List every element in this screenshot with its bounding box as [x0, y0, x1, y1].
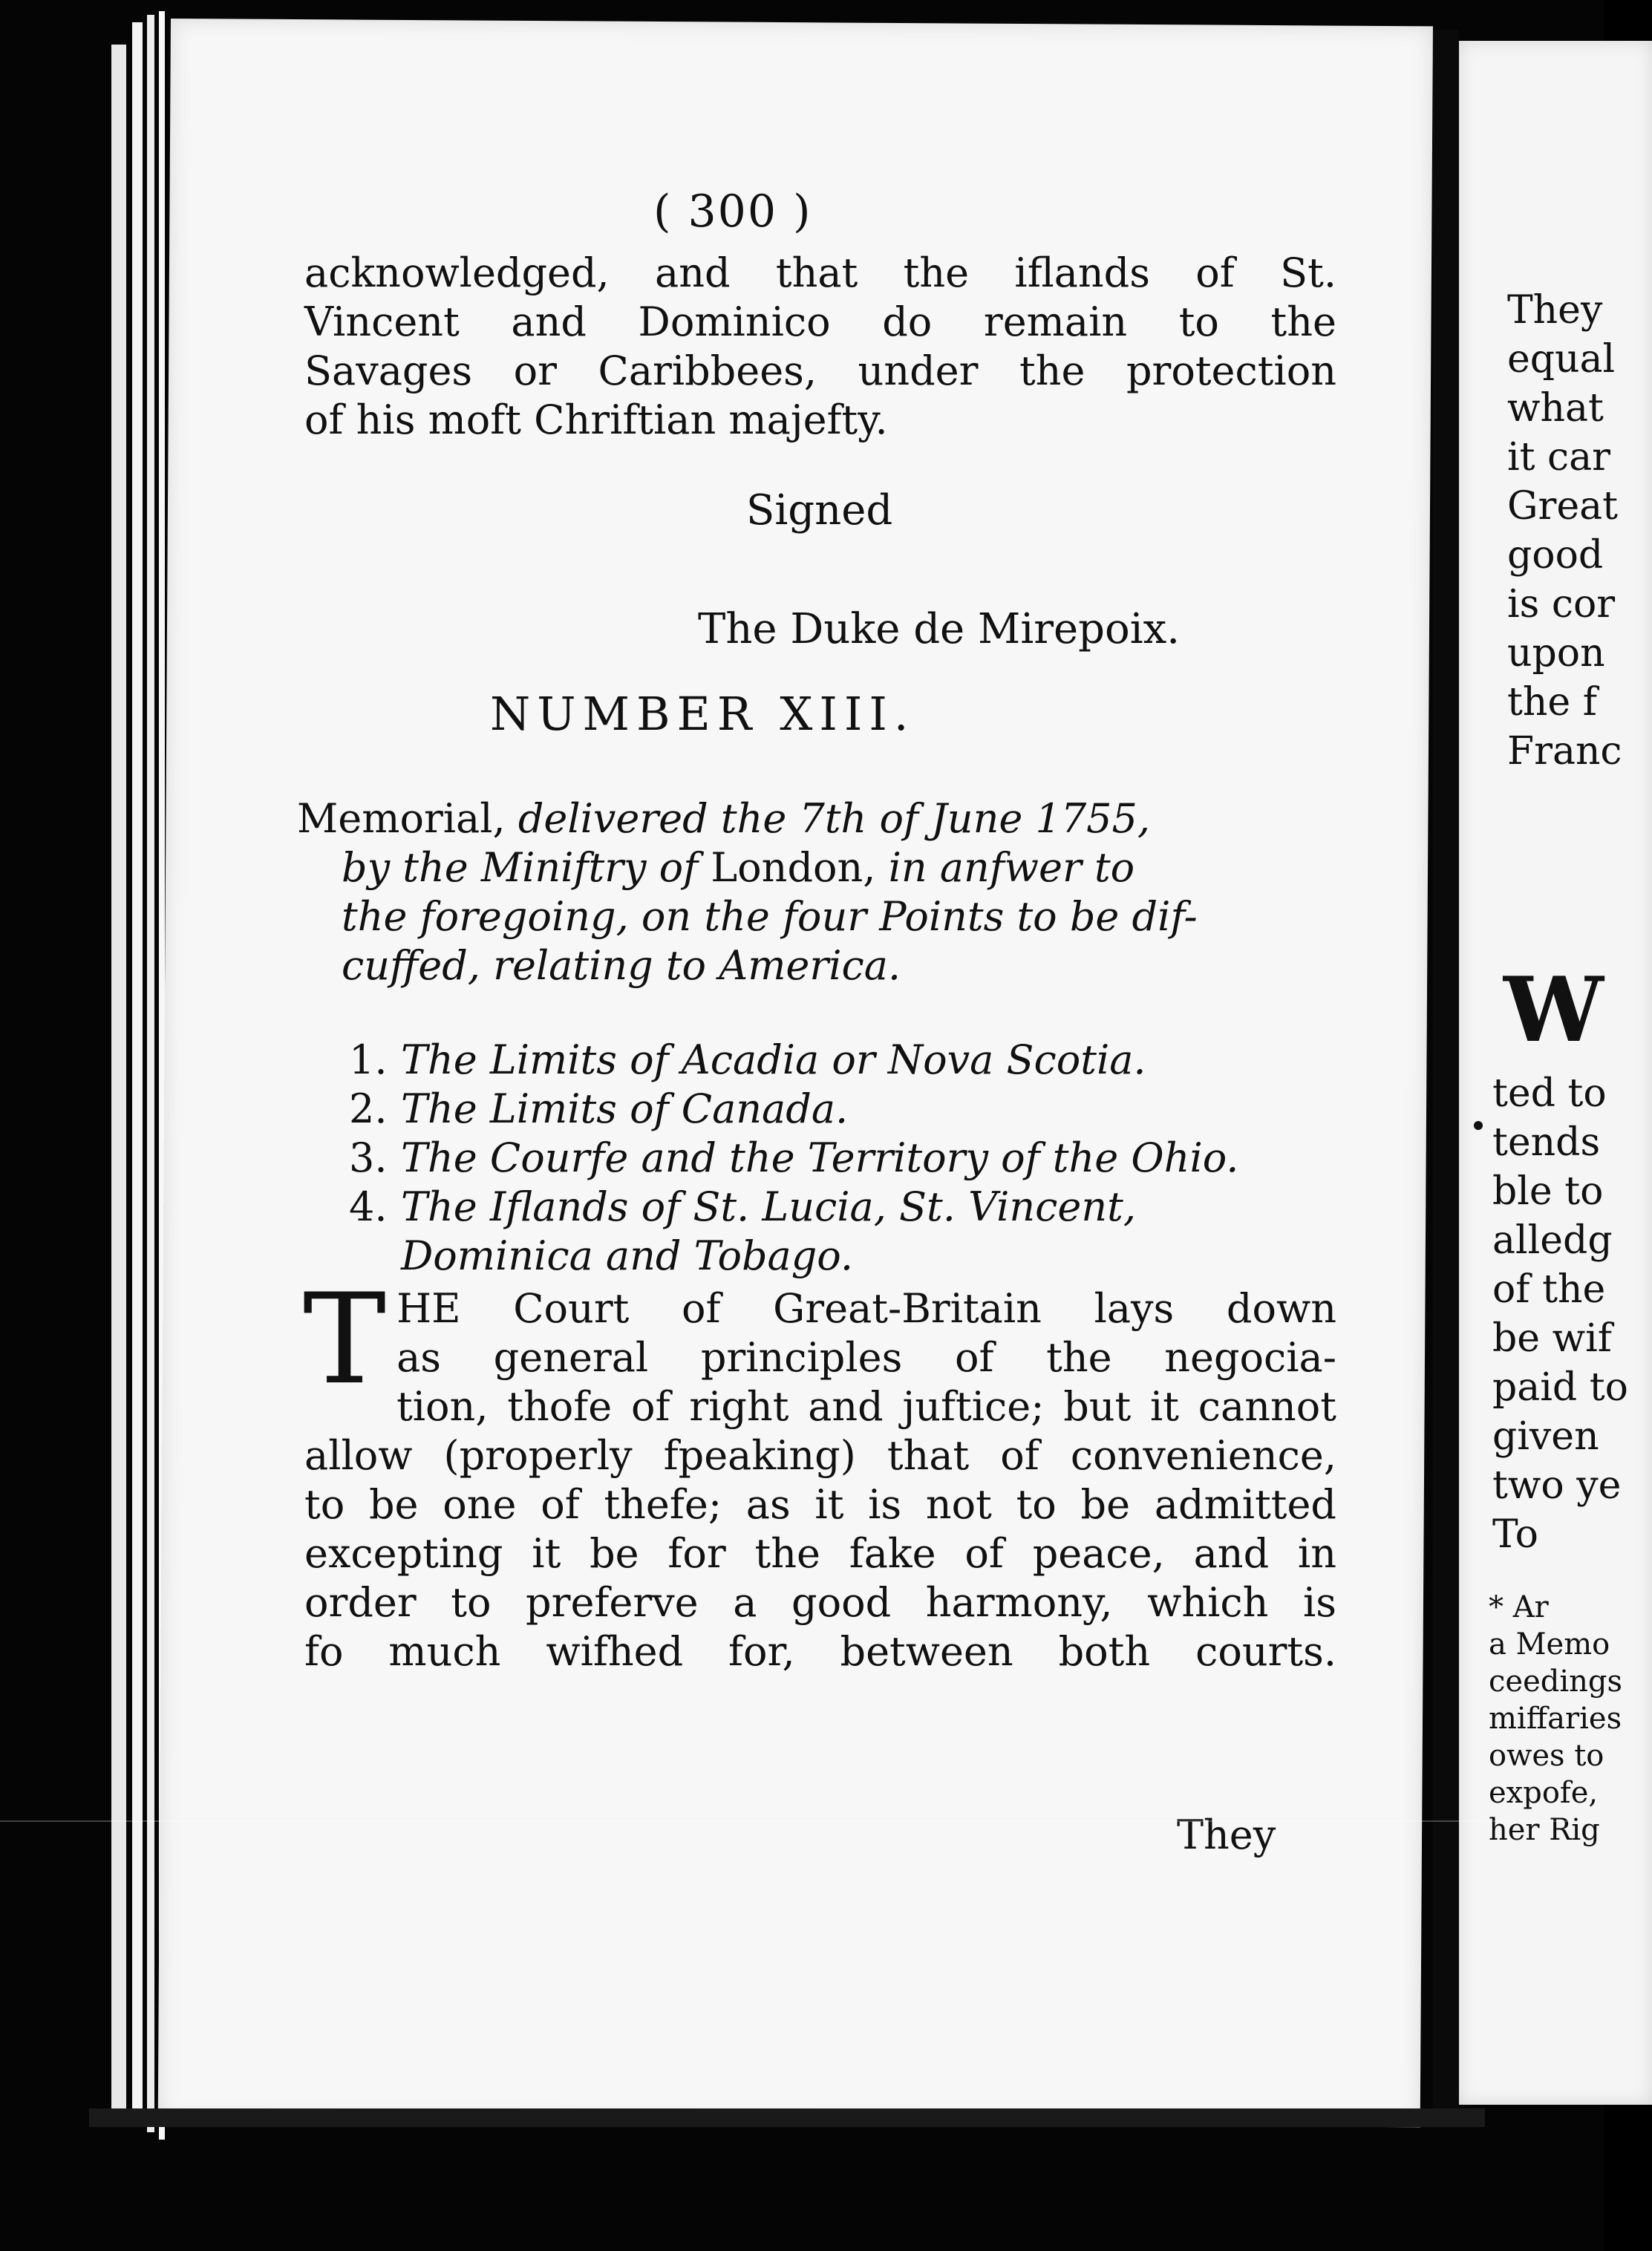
fragment-line: is cor — [1507, 582, 1616, 627]
text-line: allow (properly fpeaking) that of convenience, — [304, 1432, 1336, 1479]
point-text: The Limits of Acadia or Nova Scotia. — [401, 1036, 1146, 1083]
right-page-top-text — [1507, 286, 1622, 776]
main-paragraph — [303, 1267, 1336, 1676]
list-item — [349, 1183, 1314, 1232]
book-gutter — [1433, 30, 1459, 2108]
text-line: excepting it be for the fake of peace, and in — [304, 1530, 1336, 1577]
point-number: 2. — [349, 1085, 388, 1132]
fragment-line: expofe, — [1489, 1776, 1599, 1810]
text-line: order to preferve a good harmony, which is — [304, 1579, 1336, 1626]
point-number: 4. — [349, 1183, 388, 1230]
fragment-line: alledg — [1492, 1218, 1613, 1263]
book-edge — [111, 45, 126, 2117]
fragment-line: given — [1492, 1414, 1599, 1459]
memorial-description — [297, 794, 1336, 990]
fragment-line: Great — [1507, 484, 1619, 529]
text-line: of his moft Chriftian majefty. — [304, 396, 888, 443]
right-page-drop-cap: W — [1504, 958, 1604, 1062]
book-edge — [147, 15, 154, 2132]
text-line: as general principles of the negocia- — [396, 1334, 1336, 1381]
point-text: The Limits of Canada. — [401, 1085, 849, 1132]
list-item — [349, 1036, 1314, 1085]
memorial-italic: delivered the 7th of June 1755, — [518, 795, 1151, 842]
point-text: The Iflands of St. Lucia, St. Vincent, — [401, 1183, 1137, 1230]
point-text: Dominica and Tobago. — [401, 1232, 854, 1279]
point-text: The Courfe and the Territory of the Ohio. — [401, 1134, 1239, 1181]
page-number: ( 300 ) — [653, 186, 812, 238]
right-page-mid-text — [1492, 1069, 1628, 1559]
fragment-line: ted to — [1492, 1071, 1607, 1116]
right-page-footnote — [1489, 1589, 1622, 1849]
fragment-line: equal — [1507, 337, 1616, 382]
drop-cap: T — [303, 1267, 387, 1412]
text-line: tion, thofe of right and juftice; but it cannot — [396, 1383, 1336, 1430]
fragment-line: ceedings — [1489, 1664, 1623, 1699]
fragment-line: * Ar — [1489, 1590, 1549, 1624]
list-item-continuation — [349, 1232, 1314, 1281]
memorial-line: cuffed, relating to America. — [342, 942, 901, 989]
fragment-line: paid to — [1492, 1365, 1628, 1410]
memorial-line — [297, 794, 1336, 843]
point-number: 3. — [349, 1134, 388, 1181]
text-line: HE Court of Great-Britain lays down — [396, 1285, 1336, 1332]
fragment-line: miffaries — [1489, 1702, 1622, 1736]
fragment-line: good — [1507, 533, 1604, 578]
text-line: to be one of thefe; as it is not to be admitted — [304, 1481, 1336, 1528]
points-list — [349, 1036, 1314, 1281]
signed-label: Signed — [746, 486, 893, 535]
text-line: fo much wifhed for, between both courts. — [304, 1628, 1336, 1675]
fragment-line: tends — [1492, 1120, 1601, 1165]
text-line: Savages or Caribbees, under the protection — [304, 347, 1336, 394]
fragment-line: be wif — [1492, 1316, 1612, 1361]
signer-name: The Duke de Mirepoix. — [698, 605, 1181, 653]
fragment-line: ble to — [1492, 1169, 1604, 1214]
memorial-line — [297, 843, 1336, 892]
fragment-line: owes to — [1489, 1739, 1604, 1773]
memorial-roman: London, — [711, 844, 876, 891]
fragment-line: upon — [1507, 631, 1605, 676]
memorial-line: the foregoing, on the four Points to be dif- — [342, 893, 1198, 940]
fragment-line: her Rig — [1489, 1813, 1600, 1847]
scan-artifact-line — [0, 1820, 1604, 1822]
memorial-italic: by the Miniftry of — [342, 844, 711, 891]
memorial-italic: in anfwer to — [875, 844, 1135, 891]
section-heading: NUMBER XIII. — [490, 687, 915, 741]
text-line: acknowledged, and that the iflands of St. — [304, 249, 1336, 296]
fragment-line: Franc — [1507, 729, 1622, 774]
list-item — [349, 1134, 1314, 1183]
fragment-line: a Memo — [1489, 1627, 1610, 1662]
fragment-line: the f — [1507, 680, 1597, 725]
list-item — [349, 1085, 1314, 1134]
fragment-line: two ye — [1492, 1463, 1622, 1508]
fragment-line: They — [1507, 288, 1603, 333]
fragment-line: of the — [1492, 1267, 1606, 1312]
fragment-line: To — [1492, 1512, 1538, 1557]
memorial-roman: Memorial, — [297, 795, 518, 842]
point-number: 1. — [349, 1036, 388, 1083]
book-edge — [132, 22, 143, 2125]
text-line: Vincent and Dominico do remain to the — [304, 298, 1336, 345]
intro-paragraph — [304, 249, 1336, 445]
page-bottom-shadow — [89, 2108, 1485, 2127]
fragment-line: what — [1507, 386, 1604, 431]
bullet-mark — [1474, 1121, 1483, 1130]
catchword: They — [1177, 1811, 1276, 1858]
fragment-line: it car — [1507, 435, 1611, 480]
